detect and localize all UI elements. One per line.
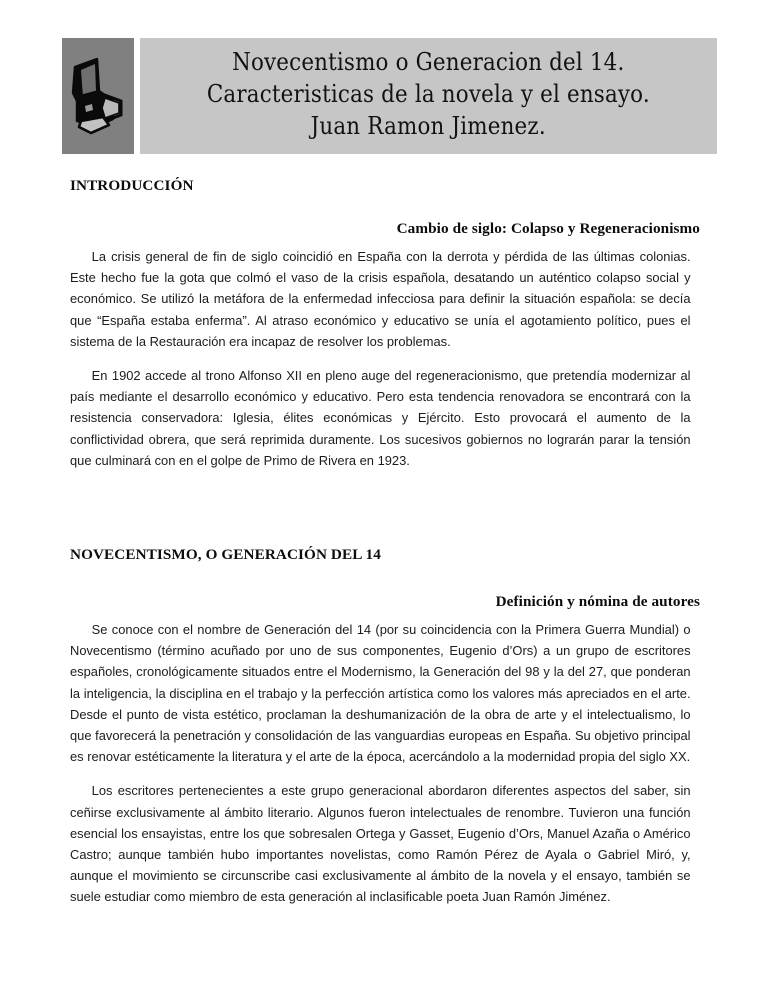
paragraph: En 1902 accede al trono Alfonso XII en pleno auge del regeneracionismo, que pretendía modernizar al país mediante el desarrollo económico y educativo. Pero esta tendencia renovadora se encontrará con la resistencia conservadora: Iglesia, élites económicas y Ejército. Esto provocará el aumento de la conflictividad obrera, que será reprimida duramente. Los sucesivos gobiernos no lograrán parar la tensión que culminará con en el golpe de Primo de Rivera en 1923. [70, 368, 691, 468]
spacer [70, 471, 700, 545]
spacer [70, 564, 700, 592]
section-introduccion [70, 176, 700, 471]
section-subheading-introduccion: Cambio de siglo: Colapso y Regeneracionismo [396, 220, 700, 237]
document-body [70, 176, 700, 908]
section-heading-novecentismo: NOVECENTISMO, O GENERACIÓN DEL 14 [70, 546, 381, 564]
section-heading-introduccion: INTRODUCCIÓN [70, 177, 194, 194]
banner-title-block [140, 38, 717, 154]
banner-title-line-2: Caracteristicas de la novela y el ensayo. [207, 79, 650, 109]
paragraph: Los escritores pertenecientes a este grupo generacional abordaron diferentes aspectos del saber, sin ceñirse exclusivamente al ámbito literario. Algunos fueron intelectuales de renombre. Tuvieron una función esencial los ensayistas, entre los que sobresalen Ortega y Gasset, Eugenio d’Ors, Manuel Azaña o Américo Castro; aunque también hubo importantes novelistas, como Ramón Pérez de Ayala o Gabriel Miró, y, aunque el movimiento se circunscribe casi exclusivamente al ámbito de la novela y el ensayo, también se suele estudiar como miembro de esta generación al inclasificable poeta Juan Ramón Jiménez. [70, 783, 691, 905]
spacer [70, 767, 700, 780]
banner-title-line-1: Novecentismo o Generacion del 14. [232, 47, 625, 77]
spacer [70, 352, 700, 365]
spacer [70, 195, 700, 219]
paragraph: La crisis general de fin de siglo coincidió en España con la derrota y pérdida de las últimas colonias. Este hecho fue la gota que colmó el vaso de la crisis española, desatando un auténtico colapso social y económico. Se utilizó la metáfora de la enfermedad infecciosa para definir la situación española: se decía que “España estaba enferma”. Al atraso económico y educativo se unía el agotamiento político, pues el sistema de la Restauración era incapaz de resolver los problemas. [70, 249, 691, 349]
section-novecentismo [70, 545, 700, 908]
spacer [70, 238, 700, 246]
paragraph: Se conoce con el nombre de Generación del 14 (por su coincidencia con la Primera Guerra Mundial) o Novecentismo (término acuñado por uno de sus componentes, Eugenio d’Ors) a un grupo de escritores españoles, cronológicamente situados entre el Modernismo, la Generación del 98 y la del 27, que ponderan la inteligencia, la disciplina en el trabajo y la perfección artística como los valores más apreciados en el arte. Desde el punto de vista estético, proclaman la deshumanización de la obra de arte y el intelectualismo, lo que favorecerá la penetración y consolidación de las vanguardias europeas en España. Su objetivo principal es renovar estéticamente la literatura y el arte de la época, acercándolo a la modernidad propia del siglo XX. [70, 622, 691, 765]
logo-block [62, 38, 134, 154]
document-header-banner [62, 38, 717, 154]
banner-title-line-3: Juan Ramon Jimenez. [310, 110, 547, 140]
section-subheading-novecentismo: Definición y nómina de autores [495, 593, 700, 611]
spacer [70, 611, 700, 619]
